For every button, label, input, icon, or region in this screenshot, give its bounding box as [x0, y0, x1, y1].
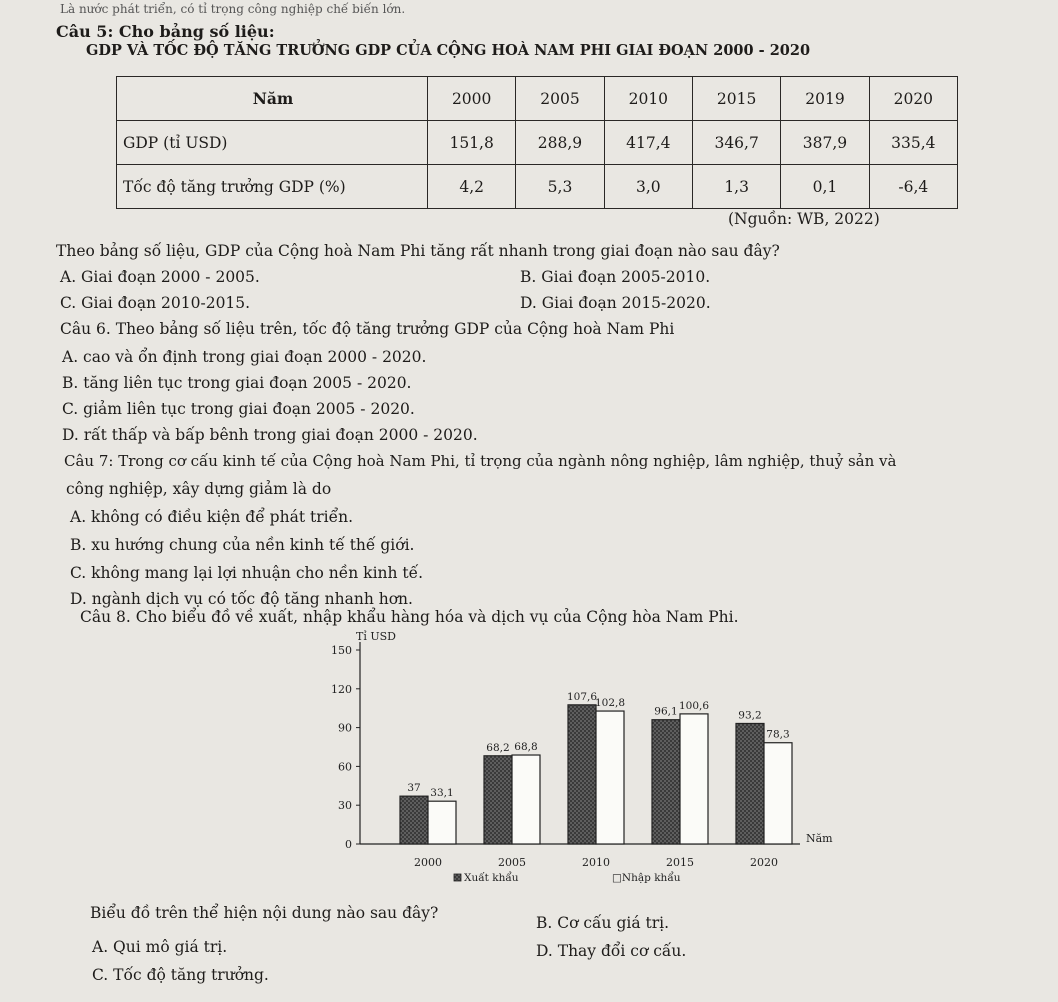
y-axis-title: Tỉ USD — [356, 630, 396, 643]
q7-option-a[interactable]: A. không có điều kiện để phát triển. — [70, 508, 354, 526]
q8-question: Câu 8. Cho biểu đồ về xuất, nhập khẩu hàng hóa và dịch vụ của Cộng hòa Nam Phi. — [80, 608, 739, 626]
export-value-label: 93,2 — [738, 709, 762, 722]
export-value-label: 96,1 — [654, 705, 678, 718]
import-value-label: 102,8 — [594, 697, 626, 710]
x-tick-label: 2010 — [582, 856, 610, 869]
q5-option-a[interactable]: A. Giai đoạn 2000 - 2005. — [60, 268, 260, 286]
export-bar — [736, 723, 764, 844]
table-row — [117, 121, 958, 165]
q7-question-line2: công nghiệp, xây dựng giảm là do — [66, 480, 332, 498]
q7-option-c[interactable]: C. không mang lại lợi nhuận cho nền kinh tế. — [70, 564, 424, 582]
q7-option-d[interactable]: D. ngành dịch vụ có tốc độ tăng nhanh hơn. — [70, 590, 413, 608]
export-bar — [652, 720, 680, 844]
growth-row-label: Tốc độ tăng trưởng GDP (%) — [117, 165, 428, 209]
export-value-label: 37 — [407, 782, 421, 795]
import-value-label: 78,3 — [766, 728, 790, 741]
growth-cell: -6,4 — [869, 165, 957, 209]
x-tick-label: 2000 — [414, 856, 442, 869]
q8-option-a[interactable]: A. Qui mô giá trị. — [92, 938, 228, 956]
gdp-cell: 151,8 — [428, 121, 516, 165]
export-bar — [568, 705, 596, 844]
gdp-row-label: GDP (tỉ USD) — [117, 121, 428, 165]
year-cell: 2015 — [692, 77, 780, 121]
import-bar — [680, 714, 708, 844]
year-cell: 2010 — [604, 77, 692, 121]
y-tick-label: 0 — [345, 838, 352, 851]
gdp-cell: 417,4 — [604, 121, 692, 165]
q7-option-b[interactable]: B. xu hướng chung của nền kinh tế thế giới. — [70, 536, 415, 554]
y-tick-label: 150 — [331, 644, 352, 657]
q6-option-c[interactable]: C. giảm liên tục trong giai đoạn 2005 - 2020. — [62, 400, 415, 418]
export-bar — [400, 796, 428, 844]
export-value-label: 107,6 — [566, 690, 598, 703]
legend-import-label: □Nhập khẩu — [612, 872, 681, 884]
q5-label: Câu 5: Cho bảng số liệu: — [56, 22, 275, 41]
q5-option-d[interactable]: D. Giai đoạn 2015-2020. — [520, 294, 711, 312]
import-value-label: 33,1 — [430, 787, 454, 800]
table-row — [117, 77, 958, 121]
q8-option-b[interactable]: B. Cơ cấu giá trị. — [536, 914, 670, 932]
q8-sub-question: Biểu đồ trên thể hiện nội dung nào sau đây? — [90, 904, 439, 922]
q6-option-a[interactable]: A. cao và ổn định trong giai đoạn 2000 - 2020. — [62, 348, 427, 366]
q6-option-d[interactable]: D. rất thấp và bấp bênh trong giai đoạn 2000 - 2020. — [62, 426, 478, 444]
trade-chart — [330, 618, 850, 898]
year-cell: 2020 — [869, 77, 957, 121]
growth-cell: 4,2 — [428, 165, 516, 209]
y-tick-label: 30 — [338, 799, 352, 813]
y-tick-label: 60 — [338, 760, 352, 774]
x-tick-label: 2005 — [498, 856, 526, 869]
q5-option-c[interactable]: C. Giai đoạn 2010-2015. — [60, 294, 251, 312]
table-source: (Nguồn: WB, 2022) — [728, 210, 880, 228]
table-title: GDP VÀ TỐC ĐỘ TĂNG TRƯỞNG GDP CỦA CỘNG HOÀ NAM PHI GIAI ĐOẠN 2000 - 2020 — [86, 42, 811, 59]
growth-cell: 3,0 — [604, 165, 692, 209]
import-value-label: 100,6 — [678, 699, 710, 712]
gdp-cell: 346,7 — [692, 121, 780, 165]
export-bar — [484, 756, 512, 844]
year-cell: 2019 — [781, 77, 869, 121]
y-tick-label: 90 — [338, 721, 352, 735]
q8-option-c[interactable]: C. Tốc độ tăng trưởng. — [92, 966, 269, 984]
x-tick-label: 2020 — [750, 856, 778, 869]
q8-option-d[interactable]: D. Thay đổi cơ cấu. — [536, 942, 687, 960]
gdp-table — [116, 76, 958, 209]
import-bar — [428, 801, 456, 844]
q7-question-line1: Câu 7: Trong cơ cấu kinh tế của Cộng hoà Nam Phi, tỉ trọng của ngành nông nghiệp, lâm nghiệp, thuỷ sản và — [64, 452, 897, 470]
table-row — [117, 165, 958, 209]
import-value-label: 68,8 — [514, 741, 538, 754]
growth-cell: 0,1 — [781, 165, 869, 209]
growth-cell: 1,3 — [692, 165, 780, 209]
header-label: Năm — [117, 77, 428, 121]
q6-option-b[interactable]: B. tăng liên tục trong giai đoạn 2005 - 2020. — [62, 374, 412, 392]
q5-question: Theo bảng số liệu, GDP của Cộng hoà Nam Phi tăng rất nhanh trong giai đoạn nào sau đây? — [56, 242, 780, 260]
legend-export-swatch — [454, 874, 461, 881]
import-bar — [512, 755, 540, 844]
gdp-cell: 335,4 — [869, 121, 957, 165]
q5-option-b[interactable]: B. Giai đoạn 2005-2010. — [520, 268, 711, 286]
import-bar — [596, 711, 624, 844]
export-value-label: 68,2 — [486, 741, 510, 754]
year-cell: 2005 — [516, 77, 604, 121]
growth-cell: 5,3 — [516, 165, 604, 209]
gdp-cell: 387,9 — [781, 121, 869, 165]
x-tick-label: 2015 — [666, 856, 694, 869]
gdp-cell: 288,9 — [516, 121, 604, 165]
import-bar — [764, 743, 792, 844]
legend-export-label: Xuất khẩu — [464, 872, 519, 884]
q6-question: Câu 6. Theo bảng số liệu trên, tốc độ tăng trưởng GDP của Cộng hoà Nam Phi — [60, 320, 675, 338]
y-tick-label: 120 — [331, 682, 352, 696]
year-cell: 2000 — [428, 77, 516, 121]
x-axis-title: Năm — [806, 832, 833, 845]
top-fragment-text: Là nước phát triển, có tỉ trọng công nghiệp chế biến lớn. — [60, 2, 406, 16]
